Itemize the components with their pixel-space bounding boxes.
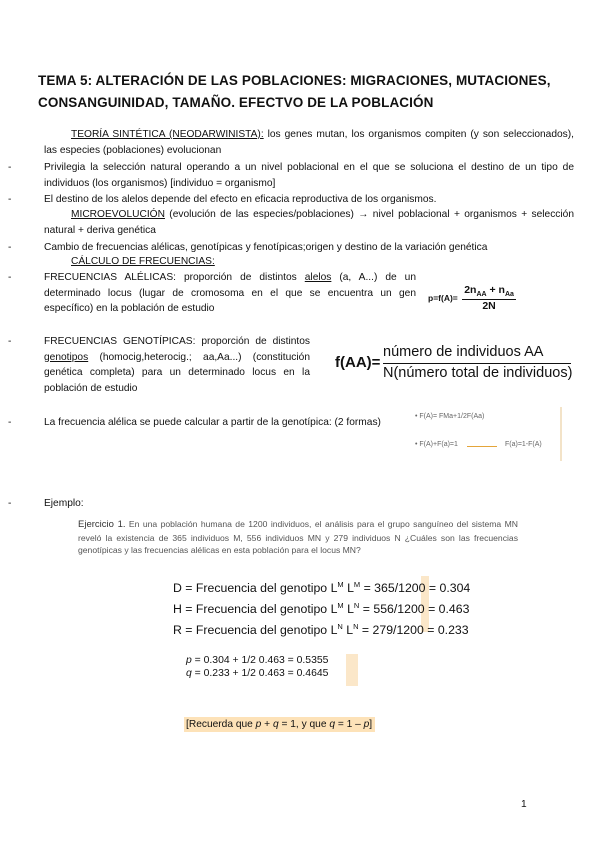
sintetica-label: TEORÍA SINTÉTICA (NEODARWINISTA): [71, 129, 264, 140]
recuerda-p: p [255, 719, 262, 730]
microevolucion-text: (evolución de las especies/poblaciones) → nivel poblacional + organismos + selección natural + deriva genética [44, 209, 574, 236]
formula2-denominator: N(número total de individuos) [383, 365, 573, 381]
bullet-dash: - [8, 417, 12, 428]
result-h-post: = 556/1200 = 0.463 [359, 602, 470, 617]
title-line-1: TEMA 5: ALTERACIÓN DE LAS POBLACIONES: MIGRACIONES, MUTACIONES, [38, 73, 551, 88]
sintetica-text: los genes mutan, los organismos compiten (y son seleccionados), las especies (poblaciones) evolucionan [44, 129, 574, 156]
recuerda-t3: = 1, y que [278, 719, 330, 730]
result-r-post: = 279/1200 = 0.233 [358, 623, 469, 638]
recuerda-p2: p [363, 719, 370, 730]
sintetica-paragraph [44, 127, 574, 158]
bullet-dash: - [8, 242, 12, 253]
bullet-4 [8, 415, 404, 431]
formula2-fraction-bar [383, 363, 571, 364]
formula1-sub-a: AA [476, 291, 487, 299]
arrow-right-icon [467, 446, 497, 447]
bullet-dash: - [8, 272, 12, 283]
recuerda-t2: + [261, 719, 273, 730]
bullet-1 [8, 160, 574, 191]
result-d-post: = 365/1200 = 0.304 [360, 581, 471, 596]
result-d [173, 576, 471, 597]
forma-2a: • F(A)+F(a)=1 [415, 441, 458, 448]
calculo-heading: CÁLCULO DE FRECUENCIAS: [71, 256, 215, 267]
results-block [173, 576, 471, 638]
result-h-s1: M [337, 601, 344, 611]
ejercicio-paragraph [78, 518, 518, 557]
formas-box [405, 407, 562, 461]
formula1-fraction [462, 284, 516, 312]
result-r-s2: N [353, 622, 359, 632]
bullet-dash: - [8, 162, 12, 173]
p-var: p [186, 655, 192, 666]
q-line [186, 667, 358, 680]
bullet-2-text: El destino de los alelos depende del efecto en eficacia reproductiva de los organismos. [44, 194, 437, 205]
p-rest: = 0.304 + 1/2 0.463 = 0.5355 [191, 655, 329, 666]
recuerda-q: q [272, 719, 279, 730]
result-h [173, 597, 470, 618]
recuerda-t4: = 1 – [335, 719, 364, 730]
p-line [186, 654, 358, 667]
alelicas-word: alelos [304, 272, 332, 283]
page-title [38, 70, 578, 114]
result-r [173, 618, 469, 639]
genotipicas-pre: FRECUENCIAS GENOTÍPICAS: proporción de distintos [44, 336, 310, 347]
formula1-numerator [462, 284, 516, 300]
results-lines [173, 576, 471, 639]
result-d-mid: L [343, 581, 354, 596]
bullet-dash: - [8, 194, 12, 205]
result-h-mid: L [343, 602, 354, 617]
page-number: 1 [521, 799, 527, 810]
q-rest: = 0.233 + 1/2 0.463 = 0.4645 [191, 668, 329, 679]
formula2-lhs: f(AA)= [335, 354, 381, 371]
bullet-2 [8, 192, 574, 208]
alelicas-post: (a, A...) de un determinado locus (lugar de cromosoma en el que se encuentra un gen específico) en la población de estudio [44, 272, 416, 314]
recuerda-q2: q [329, 719, 336, 730]
formula1-num-a: 2n [464, 284, 477, 296]
alelicas-paragraph [8, 270, 416, 317]
pq-block [186, 654, 358, 686]
title-line-2: CONSANGUINIDAD, TAMAÑO. EFECTVO DE LA POBLACIÓN [38, 95, 434, 110]
formula1-lhs: p=f(A)= [428, 293, 458, 304]
formula-frecuencia-alelica [428, 284, 516, 312]
q-var: q [186, 668, 192, 679]
result-r-s1: N [337, 622, 343, 632]
alelicas-pre: FRECUENCIAS ALÉLICAS: proporción de distintos [44, 272, 305, 283]
recuerda-t5: ] [369, 719, 373, 730]
ejercicio-text: En una población humana de 1200 individuos, el análisis para el grupo sanguíneo del sistema MN reveló la existencia de 365 individuos M, 556 individuos MN y 279 individuos N ¿Cuáles son las frecuencias genotípicas y las frecuencias alélicas en esta población para el locus MN? [78, 519, 518, 555]
result-r-pre: R = Frecuencia del genotipo L [173, 623, 338, 638]
result-d-s2: M [353, 580, 361, 589]
forma-1: • F(A)= FMa+1/2F(Aa) [415, 413, 485, 420]
bullet-3-text: Cambio de frecuencias alélicas, genotípicas y fenotípicas;origen y destino de la variación genética [44, 242, 488, 253]
result-d-s1: M [337, 580, 344, 589]
genotipicas-paragraph [8, 334, 310, 396]
bullet-dash: - [8, 336, 12, 347]
genotipicas-word: genotipos [44, 351, 89, 363]
recuerda-t1: [Recuerda que [186, 719, 256, 730]
formula1-plus: + n [486, 284, 505, 296]
bullet-1-text: Privilegia la selección natural operando a un nivel poblacional en el que se soluciona el destino de un tipo de individuos (los organismos) [individuo = organismo] [44, 162, 574, 189]
ejemplo-text: Ejemplo: [44, 498, 84, 509]
forma-2b: F(a)=1-F(A) [505, 441, 542, 448]
formula1-denominator: 2N [482, 300, 496, 313]
microevolucion-label: MICROEVOLUCIÓN [71, 209, 165, 220]
result-h-s2: N [353, 601, 360, 611]
recuerda-note [184, 717, 375, 732]
formula1-sub-b: Aa [504, 291, 514, 299]
pq-lines [186, 654, 358, 680]
ejercicio-label: Ejercicio 1. [78, 519, 126, 530]
microevolucion-paragraph [44, 207, 574, 238]
formula2-numerator: número de individuos AA [383, 344, 544, 360]
result-d-pre: D = Frecuencia del genotipo L [173, 581, 338, 596]
bullet-4-text: La frecuencia alélica se puede calcular a partir de la genotípica: (2 formas) [44, 417, 381, 428]
result-r-mid: L [342, 623, 354, 638]
result-h-pre: H = Frecuencia del genotipo L [173, 602, 338, 617]
bullet-dash: - [8, 498, 12, 509]
ejemplo-label [8, 496, 84, 512]
genotipicas-post: (homocig,heterocig.; aa,Aa...) (constitución genética completa) para un determinado locus en la población de estudio [44, 351, 310, 394]
